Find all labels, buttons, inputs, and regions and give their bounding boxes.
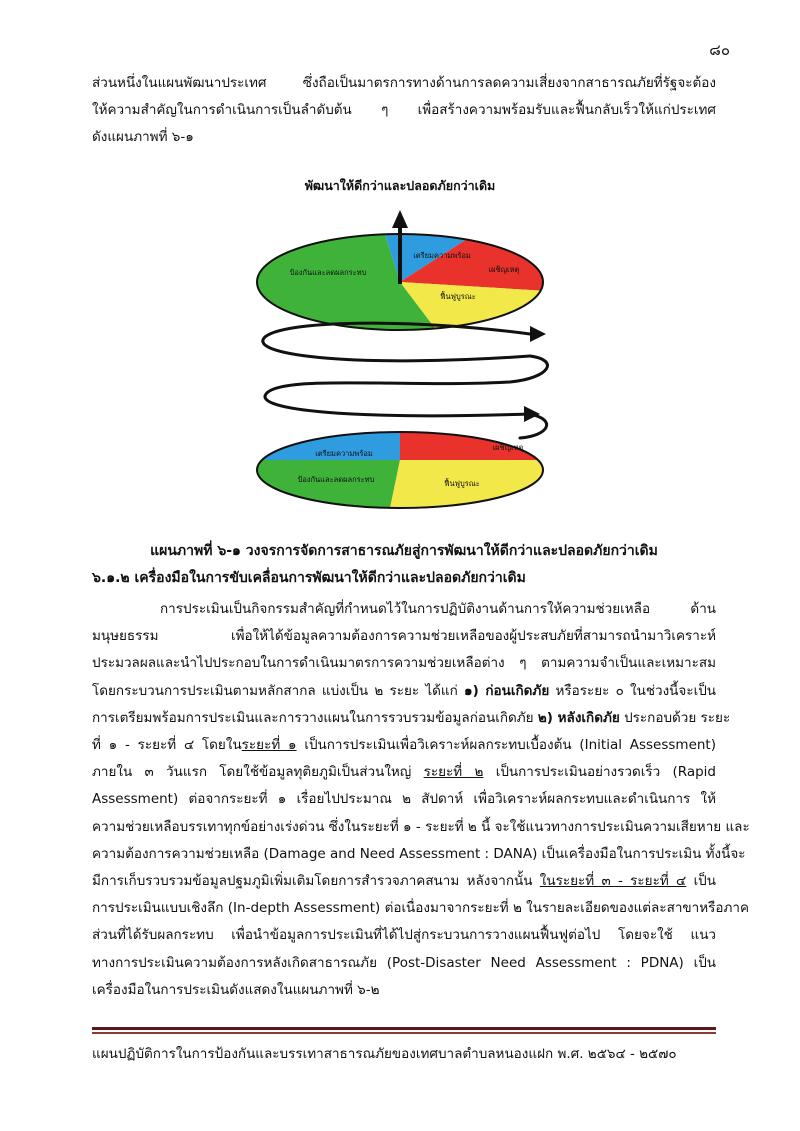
intro-paragraph	[92, 70, 716, 152]
text-run: ที่ ๑ - ระยะที่ ๔ โดยใน	[92, 737, 242, 754]
top-label-preparedness: เตรียมความพร้อม	[413, 251, 471, 260]
bottom-label-response: เผชิญเหตุ	[492, 443, 524, 452]
body-line: ความช่วยเหลือบรรเทาทุกข์อย่างเร่งด่วน ซึ่งในระยะที่ ๑ - ระยะที่ ๒ นี้ จะใช้แนวทางการประเมินความเสียหาย และ	[92, 818, 750, 835]
spiral-loop	[265, 356, 547, 416]
body-line: การประเมินแบบเชิงลึก (In-depth Assessment) ต่อเนื่องมาจากระยะที่ ๒ ในรายละเอียดของแต่ละสาขาหรือภาค	[92, 900, 749, 917]
text-run: การเตรียมพร้อมการประเมินและการวางแผนในการรวบรวมข้อมูลก่อนเกิดภัย	[92, 709, 538, 726]
top-label-recovery: ฟื้นฟูบูรณะ	[440, 292, 476, 301]
text-run: ภายใน ๓ วันแรก โดยใช้ข้อมูลทุติยภูมิเป็นส่วนใหญ่	[92, 764, 424, 781]
phase-before-disaster: ๑) ก่อนเกิดภัย	[464, 682, 550, 699]
body-line	[92, 759, 716, 786]
figure-caption: แผนภาพที่ ๖-๑ วงจรการจัดการสาธารณภัยสู่การพัฒนาให้ดีกว่าและปลอดภัยกว่าเดิม	[150, 543, 658, 559]
top-label-response: เผชิญเหตุ	[488, 265, 520, 274]
body-line	[92, 705, 731, 732]
intro-line: ดังแผนภาพที่ ๖-๑	[92, 129, 194, 146]
bottom-label-preparedness: เตรียมความพร้อม	[315, 449, 373, 458]
disaster-cycle-diagram	[240, 198, 560, 518]
top-label-prevention: ป้องกันและลดผลกระทบ	[289, 268, 367, 277]
body-line	[92, 678, 716, 705]
intro-line: ส่วนหนึ่งในแผนพัฒนาประเทศ ซึ่งถือเป็นมาตรการทางด้านการลดความเสี่ยงจากสาธารณภัยที่รัฐจะต้อง	[92, 75, 716, 91]
bottom-segment-prevention	[240, 460, 400, 518]
text-run: ประกอบด้วย ระยะ	[619, 709, 731, 726]
section-heading: ๖.๑.๒ เครื่องมือในการขับเคลื่อนการพัฒนาให้ดีกว่าและปลอดภัยกว่าเดิม	[92, 570, 526, 586]
text-run: เป็นการประเมินเพื่อวิเคราะห์ผลกระทบเบื้องต้น (Initial Assessment)	[296, 737, 716, 754]
text-run: มีการเก็บรวบรวมข้อมูลปฐมภูมิเพิ่มเติมโดยการสำรวจภาคสนาม หลังจากนั้น	[92, 873, 540, 890]
body-line: เครื่องมือในการประเมินดังแสดงในแผนภาพที่ ๖-๒	[92, 981, 380, 998]
bottom-label-recovery: ฟื้นฟูบูรณะ	[444, 479, 480, 488]
text-run: เป็นการประเมินอย่างรวดเร็ว (Rapid	[483, 764, 716, 781]
up-arrow-icon	[392, 210, 408, 228]
bottom-disc	[240, 428, 560, 518]
page-number: ๘๐	[709, 41, 730, 59]
body-line	[92, 732, 716, 759]
intro-line: ให้ความสำคัญในการดำเนินการเป็นลำดับต้น ๆ เพื่อสร้างความพร้อมรับและฟื้นกลับเร็วให้แก่ประเทศ	[92, 102, 716, 119]
spiral-arrowhead	[530, 326, 546, 342]
phase-after-disaster: ๒) หลังเกิดภัย	[537, 709, 620, 726]
spiral-loop	[520, 414, 547, 438]
body-line: การประเมินเป็นกิจกรรมสำคัญที่กำหนดไว้ในการปฏิบัติงานด้านการให้ความช่วยเหลือ ด้าน	[160, 601, 716, 617]
spiral-arrowhead	[524, 406, 540, 422]
disaster-cycle-figure	[240, 198, 560, 518]
bottom-label-prevention: ป้องกันและลดผลกระทบ	[297, 475, 375, 484]
footer-divider	[92, 1027, 716, 1035]
text-run: หรือระยะ ๐ ในช่วงนี้จะเป็น	[549, 682, 716, 699]
spiral-ribbon	[263, 323, 548, 438]
body-line: ส่วนที่ได้รับผลกระทบ เพื่อนำข้อมูลการประเมินที่ได้ไปสู่กระบวนการวางแผนฟื้นฟูต่อไป โดยจะใช้ แนว	[92, 927, 716, 944]
body-line: มนุษยธรรม เพื่อให้ได้ข้อมูลความต้องการความช่วยเหลือของผู้ประสบภัยที่สามารถนำมาวิเคราะห์	[92, 628, 716, 645]
page-footer: แผนปฏิบัติการในการป้องกันและบรรเทาสาธารณภัยของเทศบาลตำบลหนองแฝก พ.ศ. ๒๕๖๔ - ๒๕๗๐	[92, 1046, 677, 1062]
body-paragraph	[92, 596, 750, 1004]
body-line: ประมวลผลและนำไปประกอบในการดำเนินมาตรการความช่วยเหลือต่าง ๆ ตามความจำเป็นและเหมาะสม	[92, 655, 716, 672]
body-line: ความต้องการความช่วยเหลือ (Damage and Need Assessment : DANA) เป็นเครื่องมือในการประเมิน ทั้งนี้จะ	[92, 845, 746, 862]
phase-2-label: ระยะที่ ๒	[423, 764, 484, 781]
phase-3-4-label: ในระยะที่ ๓ - ระยะที่ ๔	[539, 873, 687, 890]
body-line: ทางการประเมินความต้องการหลังเกิดสาธารณภัย (Post-Disaster Need Assessment : PDNA) เป็น	[92, 954, 716, 971]
body-line	[92, 868, 716, 895]
phase-1-label: ระยะที่ ๑	[241, 737, 297, 754]
text-run: โดยกระบวนการประเมินตามหลักสากล แบ่งเป็น ๒ ระยะ ได้แก่	[92, 682, 464, 699]
body-line: Assessment) ต่อจากระยะที่ ๑ เรื่อยไปประมาณ ๒ สัปดาห์ เพื่อวิเคราะห์ผลกระทบและดำเนินการ ให้	[92, 791, 716, 808]
figure-title: พัฒนาให้ดีกว่าและปลอดภัยกว่าเดิม	[304, 178, 496, 193]
footer-rule-thick	[92, 1027, 716, 1030]
bottom-segment-recovery	[388, 460, 560, 518]
text-run: เป็น	[686, 873, 716, 890]
footer-rule-thin	[92, 1032, 716, 1034]
